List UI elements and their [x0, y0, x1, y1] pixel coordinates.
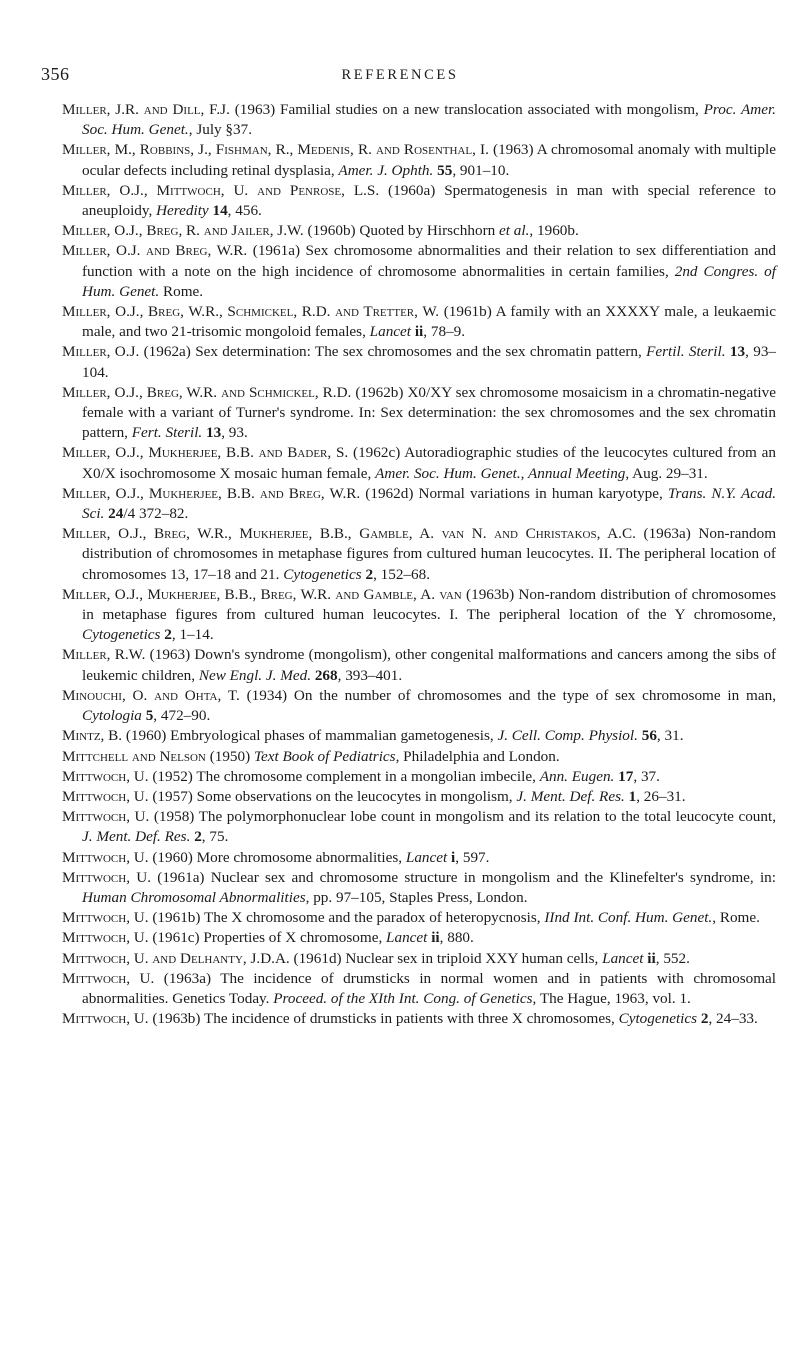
- journal-title: Ann. Eugen.: [539, 767, 615, 785]
- reference-authors: Mittwoch, U.: [62, 787, 149, 805]
- journal-title: J. Ment. Def. Res.: [82, 828, 191, 846]
- reference-authors: Miller, J.R. and Dill, F.J.: [62, 101, 230, 118]
- reference-authors: Miller, O.J., Mukherjee, B.B., Breg, W.R. and Gamble, A. van: [62, 585, 462, 603]
- reference-authors: Miller, O.J.: [62, 343, 140, 361]
- journal-title: Lancet: [386, 929, 428, 947]
- reference-authors: Mittwoch, U.: [62, 868, 152, 886]
- volume-number: 13: [206, 424, 222, 442]
- reference-authors: Miller, O.J., Mittwoch, U. and Penrose, L.S.: [62, 181, 380, 199]
- journal-title: Amer. Soc. Hum. Genet., Annual Meeting: [375, 464, 626, 482]
- running-head: REFERENCES: [341, 67, 459, 83]
- reference-entry: Miller, R.W. (1963) Down's syndrome (mongolism), other congenital malformations and cancers among the sibs of leukemic children, New Engl. J. Med. 268, 393–401.: [62, 646, 777, 684]
- reference-authors: Mittchell and Nelson: [62, 747, 206, 765]
- reference-authors: Mittwoch, U. and Delhanty, J.D.A.: [62, 949, 290, 967]
- reference-entry: Mittwoch, U. (1963a) The incidence of drumsticks in normal women and in patients with chromosomal abnormalities. Genetics Today. Proceed. of the XIth Int. Cong. of Genetics, The Hague, 1963, vol. 1.: [62, 969, 776, 1007]
- volume-number: 55: [437, 161, 453, 179]
- reference-entry: Mittwoch, U. and Delhanty, J.D.A. (1961d) Nuclear sex in triploid XXY human cells, Lancet ii, 552.: [62, 949, 690, 967]
- journal-title: Proc. Amer. Soc. Hum. Genet.: [82, 101, 776, 139]
- journal-title: Fert. Steril.: [131, 424, 203, 442]
- reference-authors: Mintz, B.: [62, 727, 123, 745]
- book-title: Text Book of Pediatrics: [253, 747, 396, 765]
- reference-entry: Mittwoch, U. (1963b) The incidence of drumsticks in patients with three X chromosomes, Cytogenetics 2, 24–33.: [62, 1010, 758, 1028]
- latin-abbreviation: et al.: [499, 222, 530, 240]
- volume-number: 24: [108, 505, 124, 523]
- reference-authors: Mittwoch, U.: [62, 767, 149, 785]
- reference-authors: Mittwoch, U.: [62, 808, 150, 826]
- journal-title: J. Ment. Def. Res.: [516, 787, 625, 805]
- reference-entry: Miller, O.J., Breg, W.R., Schmickel, R.D. and Tretter, W. (1961b) A family with an XXXXY male, a leukaemic male, and two 21-trisomic mongoloid females, Lancet ii, 78–9.: [62, 303, 776, 341]
- reference-entry: Miller, O.J. (1962a) Sex determination: The sex chromosomes and the sex chromatin pattern, Fertil. Steril. 13, 93–104.: [62, 343, 777, 381]
- reference-authors: Miller, R.W.: [62, 646, 146, 664]
- reference-entry: Miller, M., Robbins, J., Fishman, R., Medenis, R. and Rosenthal, I. (1963) A chromosomal anomaly with multiple ocular defects including retinal dysplasia, Amer. J. Ophth. 55, 901–10.: [62, 141, 776, 179]
- journal-title: Cytogenetics: [283, 565, 362, 583]
- reference-entry: Mittchell and Nelson (1950) Text Book of Pediatrics, Philadelphia and London.: [62, 747, 560, 765]
- reference-entry: Mittwoch, U. (1961b) The X chromosome and the paradox of heteropycnosis, IInd Int. Conf. Hum. Genet., Rome.: [62, 909, 760, 927]
- journal-title: Amer. J. Ophth.: [338, 161, 434, 179]
- reference-authors: Miller, O.J., Breg, R. and Jailer, J.W.: [62, 222, 304, 240]
- volume-number: ii: [431, 929, 440, 947]
- page-number: 356: [41, 64, 70, 84]
- volume-number: 5: [145, 707, 154, 725]
- journal-title: New Engl. J. Med.: [198, 666, 312, 684]
- reference-entry: Mittwoch, U. (1960) More chromosome abnormalities, Lancet i, 597.: [62, 848, 490, 866]
- reference-list: [62, 100, 776, 1029]
- reference-authors: Mittwoch, U.: [62, 969, 155, 987]
- reference-entry: Miller, O.J., Breg, R. and Jailer, J.W. (1960b) Quoted by Hirschhorn et al., 1960b.: [62, 222, 579, 240]
- reference-entry: Mittwoch, U. (1952) The chromosome complement in a mongolian imbecile, Ann. Eugen. 17, 37.: [62, 767, 660, 785]
- reference-entry: Miller, O.J., Mittwoch, U. and Penrose, L.S. (1960a) Spermatogenesis in man with special reference to aneuploidy, Heredity 14, 456.: [62, 181, 776, 220]
- reference-entry: Miller, O.J., Mukherjee, B.B., Breg, W.R. and Gamble, A. van (1963b) Non-random distribution of chromosomes in metaphase figures from cultured human leucocytes. I. The peripheral location of the Y chromosome, Cytogenetics 2, 1–14.: [62, 585, 776, 644]
- reference-authors: Minouchi, O. and Ohta, T.: [62, 686, 240, 704]
- journal-title: 2nd Congres. of Hum. Genet.: [82, 262, 776, 300]
- reference-entry: Mintz, B. (1960) Embryological phases of mammalian gametogenesis, J. Cell. Comp. Physiol. 56, 31.: [62, 727, 684, 745]
- journal-title: Trans. N.Y. Acad. Sci.: [82, 484, 777, 523]
- journal-title: Lancet: [602, 949, 644, 967]
- reference-entry: Mittwoch, U. (1957) Some observations on the leucocytes in mongolism, J. Ment. Def. Res. 1, 26–31.: [62, 787, 686, 805]
- volume-number: 2: [700, 1010, 709, 1028]
- journal-title: Cytogenetics: [618, 1010, 698, 1028]
- volume-number: 14: [212, 202, 228, 220]
- reference-entry: Mittwoch, U. (1961a) Nuclear sex and chromosome structure in mongolism and the Klinefelter's syndrome, in: Human Chromosomal Abnormalities, pp. 97–105, Staples Press, London.: [62, 868, 776, 906]
- reference-entry: Miller, O.J. and Breg, W.R. (1961a) Sex chromosome abnormalities and their relation to sex differentiation and function with a note on the high incidence of chromosome abnormalities in certain families, 2nd Congres. of Hum. Genet. Rome.: [62, 242, 777, 300]
- reference-authors: Mittwoch, U.: [62, 1010, 149, 1028]
- journal-title: Proceed. of the XIth Int. Cong. of Genetics: [273, 989, 533, 1007]
- reference-entry: Mittwoch, U. (1958) The polymorphonuclear lobe count in mongolism and its relation to the total leucocyte count, J. Ment. Def. Res. 2, 75.: [62, 808, 776, 846]
- reference-entry: Miller, O.J., Breg, W.R., Mukherjee, B.B., Gamble, A. van N. and Christakos, A.C. (1963a) Non-random distribution of chromosomes in metaphase figures from cultured human leucocytes. II. The peripheral location of chromosomes 13, 17–18 and 21. Cytogenetics 2, 152–68.: [62, 525, 777, 583]
- volume-number: 2: [164, 626, 172, 644]
- volume-number: 17: [618, 767, 634, 785]
- reference-authors: Miller, O.J., Mukherjee, B.B. and Breg, W.R.: [62, 484, 361, 502]
- journal-title: Cytogenetics: [82, 626, 161, 644]
- volume-number: ii: [414, 323, 424, 341]
- journal-title: Fertil. Steril.: [646, 343, 726, 361]
- volume-number: 2: [194, 828, 202, 846]
- reference-entry: Minouchi, O. and Ohta, T. (1934) On the number of chromosomes and the type of sex chromosome in man, Cytologia 5, 472–90.: [62, 686, 777, 725]
- journal-title: Heredity: [156, 202, 209, 220]
- reference-entry: Miller, O.J., Breg, W.R. and Schmickel, R.D. (1962b) X0/XY sex chromosome mosaicism in a chromatin-negative female with a variant of Turner's syndrome. In: Sex determination: the sex chromosomes and the sex chromatin pattern, Fert. Steril. 13, 93.: [62, 383, 776, 442]
- reference-authors: Mittwoch, U.: [62, 848, 149, 866]
- journal-title: IInd Int. Conf. Hum. Genet.: [544, 909, 713, 927]
- journal-title: Cytologia: [82, 707, 142, 725]
- volume-number: 1: [628, 787, 637, 805]
- reference-entry: Miller, O.J., Mukherjee, B.B. and Bader, S. (1962c) Autoradiographic studies of the leucocytes cultured from an X0/X isochromosome X mosaic human female, Amer. Soc. Hum. Genet., Annual Meeting, Aug. 29–31.: [62, 444, 776, 482]
- reference-authors: Mittwoch, U.: [62, 929, 149, 947]
- book-title: Human Chromosomal Abnormalities: [82, 888, 306, 906]
- volume-number: 56: [641, 727, 657, 745]
- reference-authors: Miller, O.J., Breg, W.R., Schmickel, R.D. and Tretter, W.: [62, 303, 440, 321]
- journal-title: Lancet: [405, 848, 448, 866]
- volume-number: 13: [729, 343, 746, 361]
- reference-entry: Miller, J.R. and Dill, F.J. (1963) Familial studies on a new translocation associated with mongolism, Proc. Amer. Soc. Hum. Genet., July §37.: [62, 101, 776, 139]
- volume-number: 268: [314, 666, 338, 684]
- reference-authors: Mittwoch, U.: [62, 909, 149, 927]
- journal-title: Lancet: [369, 323, 412, 341]
- journal-title: J. Cell. Comp. Physiol.: [497, 727, 638, 745]
- reference-authors: Miller, O.J., Mukherjee, B.B. and Bader, S.: [62, 444, 349, 462]
- reference-authors: Miller, O.J., Breg, W.R., Mukherjee, B.B., Gamble, A. van N. and Christakos, A.C.: [62, 525, 636, 543]
- volume-number: ii: [647, 949, 656, 967]
- reference-authors: Miller, M., Robbins, J., Fishman, R., Medenis, R. and Rosenthal, I.: [62, 141, 489, 159]
- reference-entry: Miller, O.J., Mukherjee, B.B. and Breg, W.R. (1962d) Normal variations in human karyotype, Trans. N.Y. Acad. Sci. 24/4 372–82.: [62, 484, 777, 523]
- reference-authors: Miller, O.J., Breg, W.R. and Schmickel, R.D.: [62, 383, 352, 401]
- volume-number: 2: [365, 565, 374, 583]
- reference-entry: Mittwoch, U. (1961c) Properties of X chromosome, Lancet ii, 880.: [62, 929, 474, 947]
- reference-authors: Miller, O.J. and Breg, W.R.: [62, 242, 248, 260]
- volume-number: i: [451, 848, 456, 866]
